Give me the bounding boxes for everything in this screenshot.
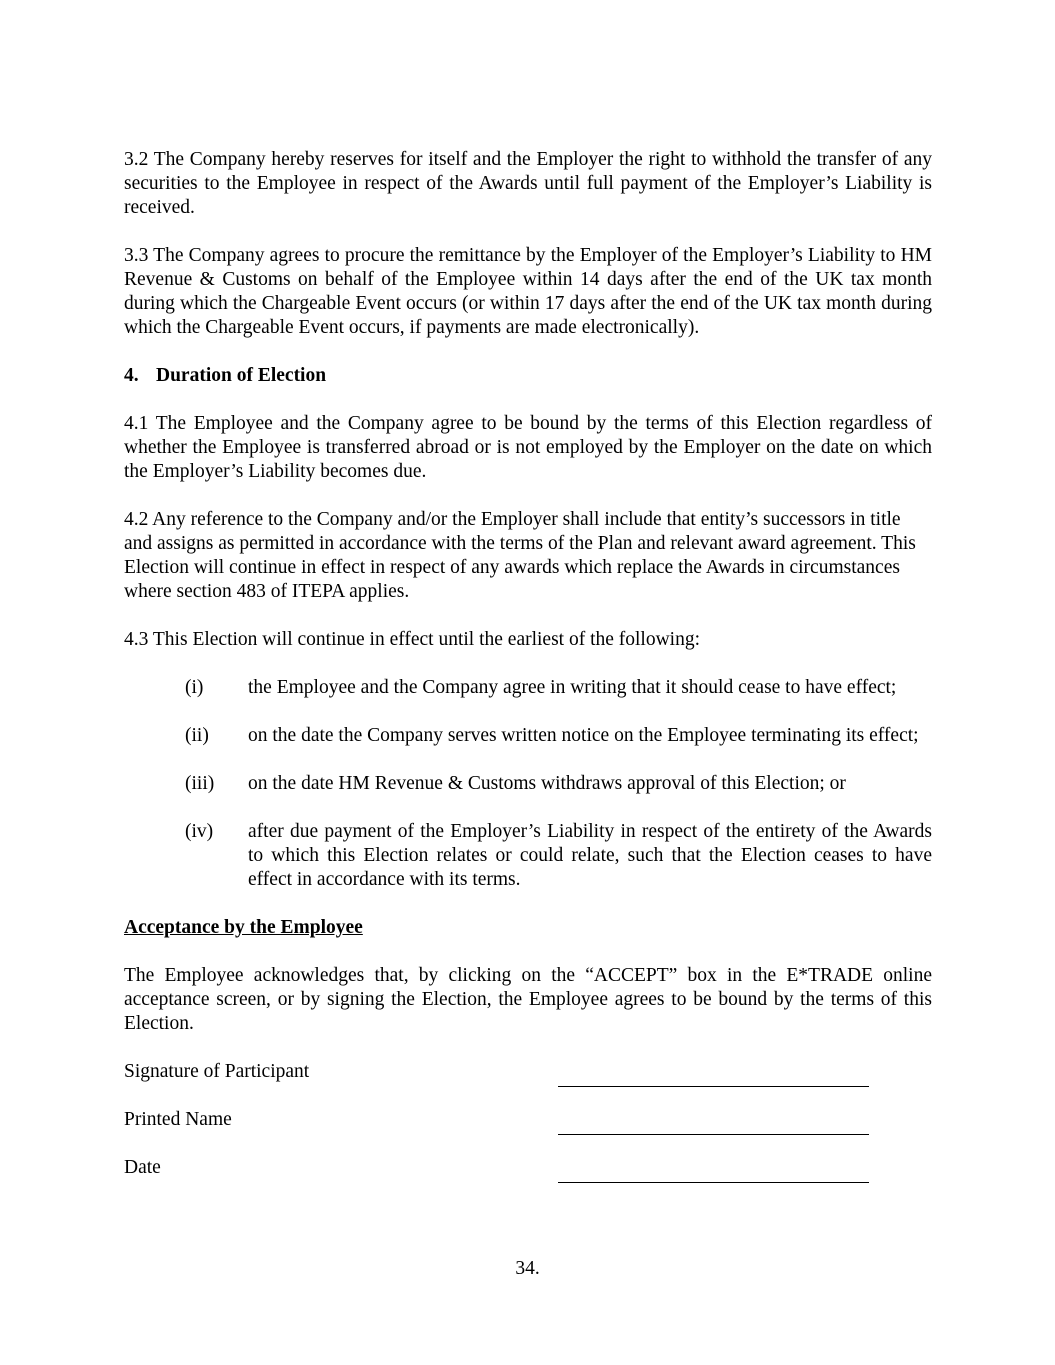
section-4-heading [124, 364, 932, 388]
list-item-text: on the date the Company serves written notice on the Employee terminating its effect; [248, 725, 919, 746]
section-4-title: Duration of Election [156, 365, 327, 386]
printed-name-line[interactable] [558, 1134, 869, 1135]
clause-3-3: 3.3 The Company agrees to procure the remittance by the Employer of the Employer’s Liability to HM Revenue & Customs on behalf of the Employee within 14 days after the end of the UK tax month during which the Chargeable Event occurs (or within 17 days after the end of the UK tax month during which the Chargeable Event occurs, if payments are made electronically). [124, 245, 932, 338]
acceptance-text: The Employee acknowledges that, by clicking on the “ACCEPT” box in the E*TRADE online acceptance screen, or by signing the Election, the Employee agrees to be bound by the terms of this Election. [124, 965, 932, 1034]
document-page [124, 148, 932, 1204]
section-4-number: 4. [124, 365, 139, 386]
date-label: Date [124, 1157, 161, 1178]
printed-name-label: Printed Name [124, 1109, 232, 1130]
list-item-text: after due payment of the Employer’s Liability in respect of the entirety of the Awards to which this Election relates or could relate, such that the Election ceases to have effect in accordance with its terms. [248, 821, 932, 890]
date-line[interactable] [558, 1182, 869, 1183]
list-item-marker: (ii) [185, 725, 209, 746]
list-item [185, 724, 932, 748]
list-item [185, 820, 932, 892]
signature-line[interactable] [558, 1086, 869, 1087]
clause-3-2: 3.2 The Company hereby reserves for itself and the Employer the right to withhold the transfer of any securities to the Employee in respect of the Awards until full payment of the Employer’s Liability is received. [124, 149, 932, 218]
signature-label: Signature of Participant [124, 1061, 310, 1082]
clause-4-1: 4.1 The Employee and the Company agree to be bound by the terms of this Election regardless of whether the Employee is transferred abroad or is not employed by the Employer on the date on which the Employer’s Liability becomes due. [124, 413, 932, 482]
acceptance-heading: Acceptance by the Employee [124, 917, 363, 938]
list-item [185, 772, 932, 796]
list-item-marker: (iii) [185, 773, 215, 794]
list-item-marker: (i) [185, 677, 204, 698]
clause-4-3: 4.3 This Election will continue in effect until the earliest of the following: [124, 629, 701, 650]
list-item-text: the Employee and the Company agree in writing that it should cease to have effect; [248, 677, 897, 698]
page-number: 34. [515, 1258, 540, 1279]
signature-row [124, 1060, 932, 1084]
clause-4-2: 4.2 Any reference to the Company and/or the Employer shall include that entity’s successors in title and assigns as permitted in accordance with the terms of the Plan and relevant award agreement. This Election will continue in effect in respect of any awards which replace the Awards in circumstances where section 483 of ITEPA applies. [124, 509, 916, 602]
list-item-marker: (iv) [185, 821, 214, 842]
list-item-text: on the date HM Revenue & Customs withdraws approval of this Election; or [248, 773, 846, 794]
printed-name-row [124, 1108, 932, 1132]
list-item [185, 676, 932, 700]
date-row [124, 1156, 932, 1180]
